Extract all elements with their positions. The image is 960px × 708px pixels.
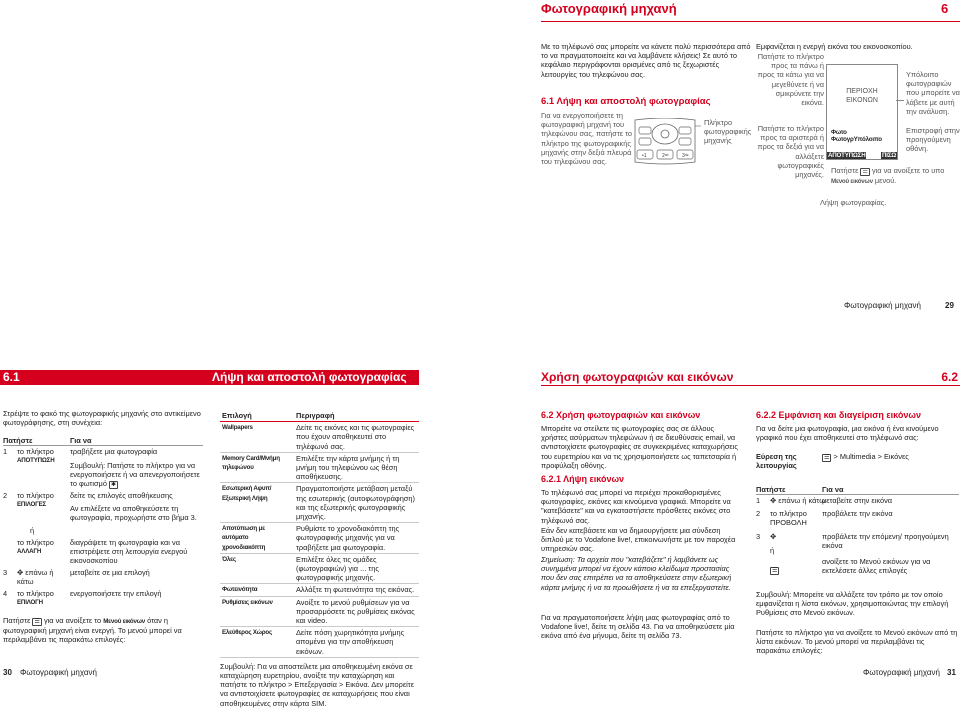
col-press-header: Πατήστε xyxy=(3,436,33,445)
page-header-title: Φωτογραφική μηχανή xyxy=(541,1,677,16)
table-row: Όλες Επιλέξτε όλες τις ομάδες (φωτογραφιών) για ... της φωτογραφικής μηχανής. xyxy=(220,553,419,584)
section-bar-left: 6.1 Λήψη και αποστολή φωτογραφίας xyxy=(0,370,419,385)
menu-key-icon-3: ☰ xyxy=(824,455,830,461)
table-row: Φωτεινότητα Αλλάξτε τη φωτεινότητα της εικόνας. xyxy=(220,584,419,596)
phone-keypad-illustration xyxy=(629,118,701,166)
find-path: ☰ > Multimedia > Εικόνες xyxy=(824,452,909,461)
options-table: Επιλογή Περιγραφή Wallpapers Δείτε τις εικόνες και τις φωτογραφίες που έχουν αποθηκευτεί στο τηλέφωνό σας. Memory Card/Μνήμη τηλεφώνου Επιλέξτε την κάρτα μνήμης ή τη μνήμη του τηλεφώνου ως θέση αποθήκευσης. Εσωτερική Αφυπ/Εξωτερική Λήψη Πραγματοποιήστε μετάβαση μεταξύ της εσωτερικής (αυτοφωτογράφηση) και της εξωτερικής φωτογραφικής μηχανής. Αποτύπωση με αυτόματο χρονοδιακόπτη Ρυθμίστε το χρονοδιακόπτη της φωτογραφικής μηχανής για να τραβήξετε μια φωτογραφία. Όλες Επιλέξτε όλες τις ομάδες (φωτογραφιών) για ... της φωτογραφικής μηχανής. Φωτεινότητα Αλλάξτε τη φωτεινότητα της εικόνας. Ρυθμίσεις εικόνων Ανοίξτε το μενού ρυθμίσεων για να προσαρμόσετε τις ρυθμίσεις εικόνας και video. Ελεύθερος Χώρος Δείτε πόση χωρητικότητα μνήμης απομένει για την αποθήκευση εικόνων. Συμβουλή: Για να αποστείλετε μια αποθηκευμένη εικόνα σε καταχώρηση ευρετηρίου, ανοίξτε την καταχώρηση και πατήστε το πλήκτρο > Επεξεργασία > Εικόνα. Δεν μπορείτε να αντιστοιχίσετε φωτογραφίες σε καταχωρήσεις που είναι αποθηκευμένες στην κάρτα SIM. xyxy=(220,410,419,708)
screen-soft-left[interactable]: ΑΠΟΤΥΠΩΣΗ xyxy=(828,152,866,159)
table-row: Ρυθμίσεις εικόνων Ανοίξτε το μενού ρυθμίσεων για να προσαρμόσετε τις ρυθμίσεις εικόνας και video. xyxy=(220,596,419,627)
camera-key-label: Πλήκτρο φωτογραφικής μηχανής xyxy=(704,118,752,146)
menu-key-icon-2: ☰ xyxy=(34,619,40,625)
viewfinder-intro: Εμφανίζεται η ενεργή εικόνα του εικονοσκοπίου. xyxy=(756,42,913,51)
table-tip: Συμβουλή: Για να αποστείλετε μια αποθηκευμένη εικόνα σε καταχώρηση ευρετηρίου, ανοίξτε την καταχώρηση και πατήστε το πλήκτρο > Επεξεργασία > Εικόνα. Δεν μπορείτε να αντιστοιχίσετε φωτογραφίες σε καταχωρήσεις που είναι αποθηκευμένες στην κάρτα SIM. xyxy=(220,661,415,708)
screen-line-2: ΦωτογρΥπόλοιπο xyxy=(831,136,882,143)
table-row: Εσωτερική Αφυπ/Εξωτερική Λήψη Πραγματοποιήστε μετάβαση μεταξύ της εσωτερικής (αυτοφωτογράφηση) και της εξωτερικής φωτογραφικής μηχανής. xyxy=(220,483,419,523)
sec-6-2-title: 6.2 Χρήση φωτογραφιών και εικόνων xyxy=(541,410,701,420)
sub-6-2-2-title: 6.2.2 Εμφάνιση και διαγείριση εικόνων xyxy=(756,410,922,420)
sub-6-2-2-text: Για να δείτε μια φωτογραφία, μια εικόνα ή ένα κινούμενο γραφικό που έχει αποθηκευτεί στο τηλέφωνό σας: xyxy=(756,424,939,443)
footer-page-right: 31 xyxy=(947,668,956,677)
menu-key-icon: ☰ xyxy=(862,169,868,175)
menu-instruction: Πατήστε ☰ για να ανοίξετε το υπο Μενού εικόνων μενού. xyxy=(831,166,945,185)
col-for-header: Για να xyxy=(70,436,92,445)
nav-left-right-text: Πατήστε το πλήκτρο προς τα αριστερά ή προς τα δεξιά για να αλλάξετε φωτογραφικές μηχανές. xyxy=(757,124,824,180)
section-heading: 6.1 Λήψη και αποστολή φωτογραφίας xyxy=(541,96,711,107)
back-label: Επιστροφή στην προηγούμενη οθόνη. xyxy=(906,126,960,154)
footer-title-right: Φωτογραφική μηχανή xyxy=(863,668,940,677)
nav-up-down-text: Πατήστε το πλήκτρο προς τα πάνω ή προς τα κάτω για να μεγεθύνετε ή να σμικρύνετε την εικόνα. xyxy=(757,52,824,108)
footer-page-left: 30 xyxy=(3,668,12,677)
table-row: Memory Card/Μνήμη τηλεφώνου Επιλέξτε την κάρτα μνήμης ή τη μνήμη του τηλεφώνου ως θέση αποθήκευσης. xyxy=(220,452,419,483)
viewfinder-screen xyxy=(826,64,898,160)
table-row: Ελεύθερος Χώρος Δείτε πόση χωρητικότητα μνήμης απομένει για την αποθήκευση εικόνων. xyxy=(220,627,419,658)
remaining-label: Υπόλοιπο φωτογραφιών που μπορείτε να λάβετε με αυτή την ανάλυση. xyxy=(906,70,960,116)
svg-text:•1: •1 xyxy=(642,153,647,159)
header-rule xyxy=(541,21,960,22)
note-text: Σημείωση: Τα αρχεία που "κατεβάζετε" ή λαμβάνετε ως συνημμένα μπορεί να έχουν κάποιο κλείδωμα προστασίας που δεν σας επιτρέπει να τα αποθηκεύσετε στην εξωτερική κάρτα μνήμης ή να τα προωθήσετε ή να τα επεξεργαστείτε. xyxy=(541,555,732,592)
footer-page-top: 29 xyxy=(945,301,954,310)
right-closing: Πατήστε το πλήκτρο για να ανοίξετε το Μενού εικόνων από τη λίστα εικόνων. Το μενού μπορεί να περιλαμβάνει τις παρακάτω επιλογές: xyxy=(756,628,958,656)
steps-intro: Στρέψτε το φακό της φωτογραφικής μηχανής στο αντικείμενο φωτογράφησης, στη συνέχεια: xyxy=(3,409,201,428)
footer-title-left: Φωτογραφική μηχανή xyxy=(20,668,97,677)
find-label: Εύρεση της λειτουργίας xyxy=(756,452,797,471)
key-change[interactable]: ΑΛΛΑΓΗ xyxy=(17,548,42,555)
right-tip: Συμβουλή: Μπορείτε να αλλάξετε τον τρόπο με τον οποίο εμφανίζεται η λίστα εικόνων, χρησιμοποιώντας την επιλογή Ρυθμίσεις στο Μενού εικόνων. xyxy=(756,590,949,618)
sub-6-2-1-text-3: Για να πραγματοποιήσετε λήψη μιας φωτογραφίας από το Vodafone live!, δείτε τη σελίδα 43. Για να αποθηκεύσετε μία εικόνα από ένα μήνυμα, δείτε τη σελίδα 73. xyxy=(541,613,735,641)
table-row: Wallpapers Δείτε τις εικόνες και τις φωτογραφίες που έχουν αποθηκευτεί στο τηλέφωνό σας. xyxy=(220,422,419,453)
flash-key-icon: ✱ xyxy=(111,482,117,489)
activate-text: Για να ενεργοποιήσετε τη φωτογραφική μηχανή του τηλεφώνου σας, πατήστε το πλήκτρο της φωτογραφικής μηχανής στην δεξιά πλευρά του τηλεφώνου σας. xyxy=(541,111,633,167)
table-row: Αποτύπωση με αυτόματο χρονοδιακόπτη Ρυθμίστε το χρονοδιακόπτη της φωτογραφικής μηχανής για να τραβήξετε μια φωτογραφία. xyxy=(220,523,419,554)
section-bar-right: Χρήση φωτογραφιών και εικόνων 6.2 xyxy=(541,370,958,384)
footer-title-top: Φωτογραφική μηχανή xyxy=(844,301,921,310)
sub-6-2-1-text-2: Εάν δεν κατεβάσετε και να δημιουργήσετε μια σύνδεση διπλού με το Vodafone live!, επικοινωνήστε με τον παροχέα υπηρεσιών σας. xyxy=(541,526,736,554)
sec-6-2-text: Μπορείτε να στείλετε τις φωτογραφίες σας σε άλλους χρήστες ασύρματων τηλεφώνων ή σε διευθύνσεις email, να αντιστοιχίσετε φωτογραφίες σε συγκεκριμένες καταχωρήσεις του ευρετηρίου και να τις χρησιμοποιήσετε ως ταπετσαρία ή προφύλαξη οθόνης. xyxy=(541,424,738,470)
intro-text: Με το τηλέφωνό σας μπορείτε να κάνετε πολύ περισσότερα από το να πραγματοποιείτε και να λαμβάνετε κλήσεις! Σε αυτό το κεφάλαιο περιγράφονται ορισμένες από τις ξεχωριστές λειτουργίες του τηλεφώνου σας. xyxy=(541,42,751,79)
nav-key-icon: ✥ xyxy=(17,568,24,577)
closing-text: Πατήστε ☰ για να ανοίξετε το Μενού εικόνων όταν η φωτογραφική μηχανή είναι ενεργή. Το μενού μπορεί να περιλαμβάνει τις παρακάτω επιλογές: xyxy=(3,616,182,645)
sub-6-2-1-text: Το τηλέφωνό σας μπορεί να περιέχει προκαθορισμένες φωτογραφίες, εικόνες και κινούμενα γραφικά. Μπορείτε να "κατεβάσετε" και να εγκαταστήσετε πρόσθετες εικόνες στο τηλέφωνό σας. xyxy=(541,488,731,525)
page-header-number: 6 xyxy=(941,1,949,16)
screen-soft-right[interactable]: ΠΙΣΩ xyxy=(881,152,896,159)
take-photo-label: Λήψη φωτογραφίας. xyxy=(820,198,887,207)
nav-key-icon-2: ✥ xyxy=(770,496,777,505)
tip-flash: Συμβουλή: Πατήστε το πλήκτρο για να ενεργοποιήσετε ή να απενεργοποιήσετε το φωτισμό ✱ xyxy=(70,461,200,489)
step-1-num: 1 xyxy=(3,447,8,456)
sub-6-2-1-title: 6.2.1 Λήψη εικόνων xyxy=(541,474,625,484)
screen-area-label: ΠΕΡΙΟΧΗ ΕΙΚΟΝΩΝ xyxy=(846,88,878,104)
screen-line-1: Φωτο xyxy=(831,129,847,136)
key-capture[interactable]: ΑΠΟΤΥΠΩΣΗ xyxy=(17,457,55,464)
svg-text:3ᵈᵉ: 3ᵈᵉ xyxy=(682,153,689,159)
menu-key-icon-4: ☰ xyxy=(772,568,778,574)
svg-text:2ᵃᵇ: 2ᵃᵇ xyxy=(662,153,669,159)
key-options[interactable]: ΕΠΙΛΟΓΕΣ xyxy=(17,501,47,508)
key-select[interactable]: ΕΠΙΛΟΓΗ xyxy=(17,599,43,606)
nav-key-icon-3: ✥ xyxy=(770,532,777,541)
